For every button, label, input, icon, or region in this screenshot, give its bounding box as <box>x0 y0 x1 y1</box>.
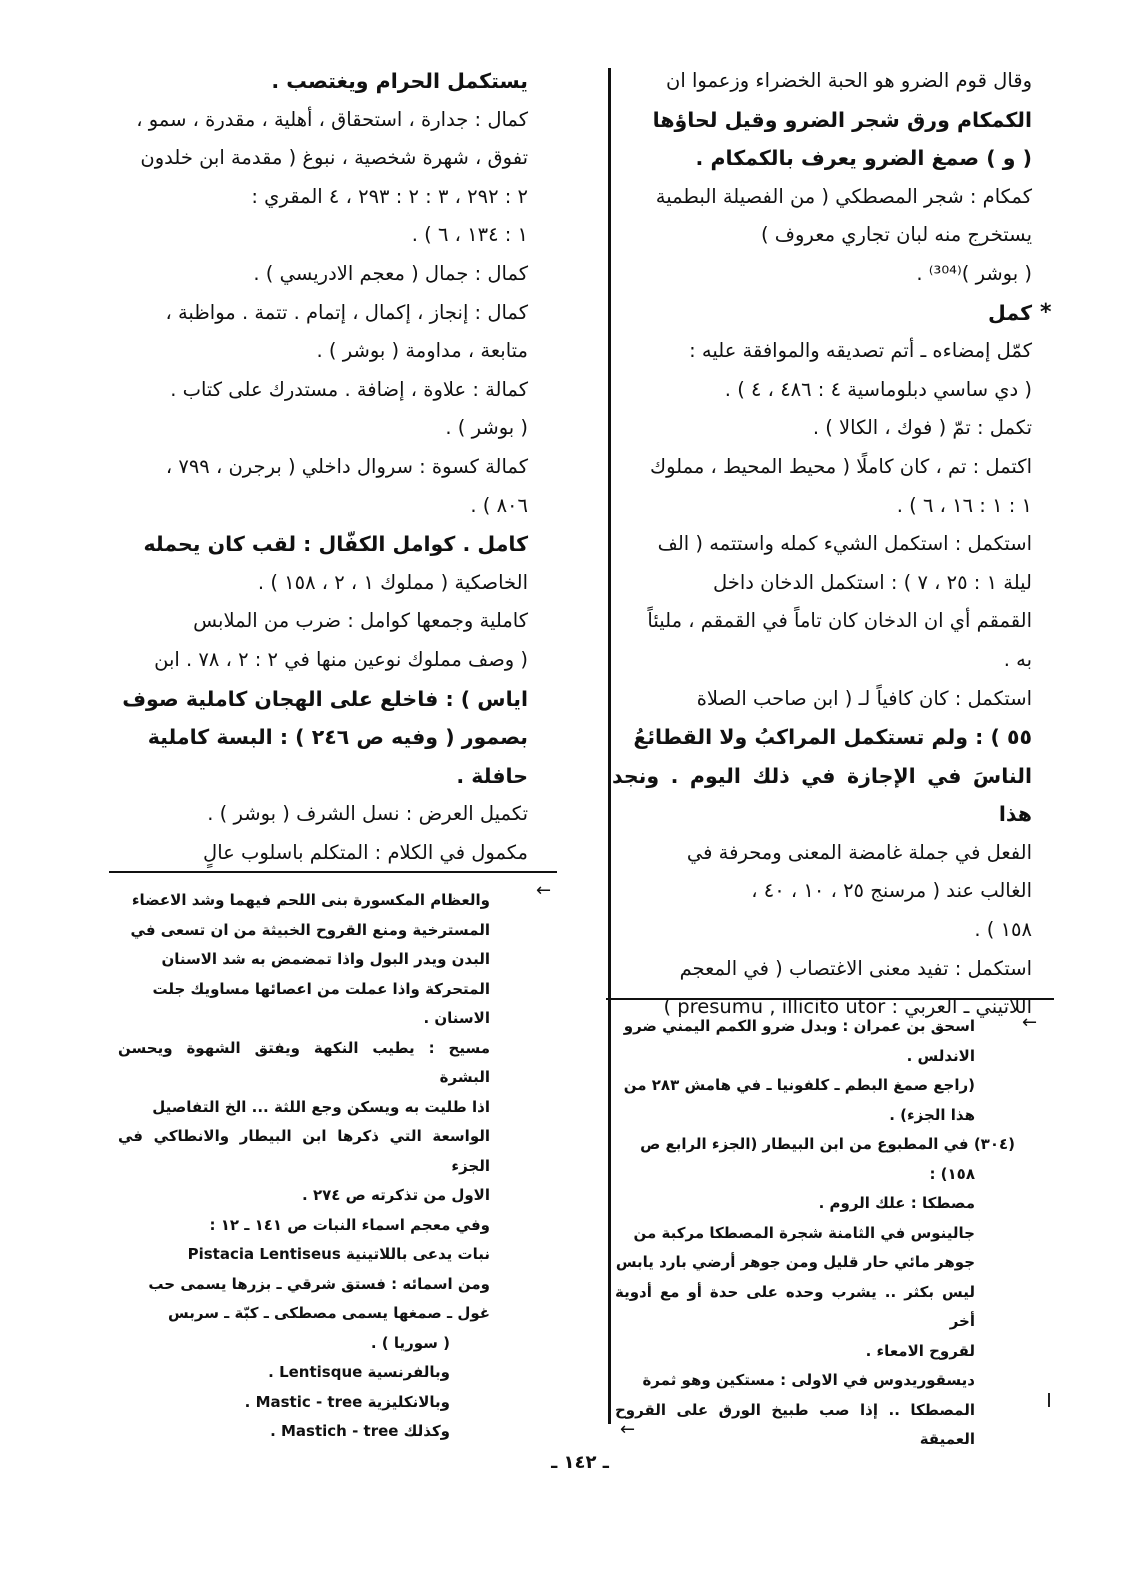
text-line: ( بوشر ) . <box>445 416 528 440</box>
text-line: ١ : ١٣٤ ، ٦ ) . <box>411 223 528 247</box>
text-line: ١ : ١ : ١٦ ، ٦ ) . <box>896 493 1032 517</box>
text-line: ( وصف مملوك نوعين منها في ٢ : ٢ ، ٧٨ . ابن <box>154 647 528 671</box>
footnote-line: جالينوس في الثامنة شجرة المصطكا مركبة من <box>633 1223 975 1242</box>
text-line: ( بوشر )⁽³⁰⁴⁾ . <box>916 261 1032 285</box>
text-line: اكتمل : تم ، كان كاملًا ( محيط المحيط ، مملوك <box>650 454 1032 478</box>
right-column <box>612 62 1032 1027</box>
text-line: كمال : إنجاز ، إكمال ، إتمام . تتمة . مواظبة ، <box>165 300 528 324</box>
continuation-arrow: ← <box>620 1419 636 1440</box>
text-line: كمالة كسوة : سروال داخلي ( برجرن ، ٧٩٩ ، <box>165 454 528 478</box>
text-line: مكمول في الكلام : المتكلم باسلوب عالٍ <box>203 840 528 864</box>
text-line: كمّل إمضاءه ـ أتم تصديقه والموافقة عليه : <box>689 339 1032 363</box>
text-line: القمقم أي ان الدخان كان تاماً في القمقم ، مليئاً <box>647 609 1032 633</box>
text-line: متابعة ، مداومة ( بوشر ) . <box>316 339 528 363</box>
text-line: كاملية وجمعها كوامل : ضرب من الملابس <box>193 609 528 633</box>
footnote-line: الاندلس . <box>906 1046 975 1065</box>
footnote-line: ومن اسمائه : فستق شرقي ـ بزرها يسمى حب <box>148 1274 490 1293</box>
text-line: به . <box>1003 647 1032 671</box>
footnote-line: الاسنان . <box>423 1009 490 1027</box>
text-line: كمال : جمال ( معجم الادريسي ) . <box>253 261 528 285</box>
footnotes-left <box>118 886 490 1447</box>
footnote-arrow-left: ← <box>536 880 552 901</box>
text-line: الخاصكية ( مملوك ١ ، ٢ ، ١٥٨ ) . <box>257 570 528 594</box>
text-line: ٥٥ ) : ولم تستكمل المراكبُ ولا القطائعُ <box>633 725 1032 750</box>
text-line: تكمل : تمّ ( فوك ، الكالا ) . <box>812 416 1032 440</box>
footnote-line: وفي معجم اسماء النبات ص ١٤١ ـ ١٢ : <box>209 1215 490 1234</box>
text-line: ( و ) صمغ الضرو يعرف بالكمكام . <box>695 146 1032 171</box>
text-line: اللاتيني ـ العربي : presumu , illicito utor ) <box>663 995 1032 1019</box>
entry-heading: كمل <box>988 300 1032 325</box>
text-line: ٢ : ٢٩٢ ، ٣ : ٢ : ٢٩٣ ، ٤ المقري : <box>251 184 528 208</box>
text-line: ٨٠٦ ) . <box>470 493 528 517</box>
text-line: استكمل : كان كافياً لـ ( ابن صاحب الصلاة <box>696 686 1032 710</box>
text-line: كامل . كوامل الكفّال : لقب كان يحمله <box>143 532 528 557</box>
text-line: الغالب عند ( مرسنج ٢٥ ، ١٠ ، ٤٠ ، <box>751 879 1032 903</box>
text-line: الناسَ في الإجازة في ذلك اليوم . ونجد هذا <box>612 763 1032 827</box>
footnote-line: هذا الجزء) . <box>889 1105 975 1124</box>
text-line: يستكمل الحرام ويغتصب . <box>271 69 528 93</box>
footnote-line: وبالفرنسية Lentisque . <box>268 1363 450 1381</box>
text-line: تفوق ، شهرة شخصية ، نبوغ ( مقدمة ابن خلدون <box>140 146 528 170</box>
footnote-line: المصطكا .. إذا صب طبيخ الورق على القروح العميقة <box>615 1400 975 1448</box>
footnote-line: (راجع صمغ البطم ـ كلفونيا ـ في هامش ٢٨٣ من <box>623 1076 975 1094</box>
text-line: ليلة ١ : ٢٥ ، ٧ ) : استكمل الدخان داخل <box>713 570 1032 594</box>
margin-mark <box>1048 1393 1050 1407</box>
text-line: كمكام : شجر المصطكي ( من الفصيلة البطمية <box>655 184 1032 208</box>
text-line: تكميل العرض : نسل الشرف ( بوشر ) . <box>207 802 528 826</box>
text-line: الكمكام ورق شجر الضرو وقيل لحاؤها <box>652 107 1032 132</box>
footnote-line: والعظام المكسورة بنى اللحم فيهما وشد الاعضاء <box>131 891 490 909</box>
footnote-line: الواسعة التي ذكرها ابن البيطار والانطاكي في الجزء <box>118 1127 490 1175</box>
footnote-line: اذا طليت به ويسكن وجع اللثة ... الخ التفاصيل <box>152 1097 490 1116</box>
footnote-line: غول ـ صمغها يسمى مصطكى ـ كبّة ـ سربس <box>168 1304 490 1322</box>
text-line: بصمور ( وفيه ص ٢٤٦ ) : البسة كاملية <box>147 725 528 750</box>
footnote-line: ديسقوريدوس في الاولى : مستكين وهو ثمرة <box>642 1371 975 1389</box>
footnote-line: مسيح : يطيب النكهة ويفتق الشهوة ويحسن البشرة <box>118 1038 490 1086</box>
text-line: الفعل في جملة غامضة المعنى ومحرفة في <box>686 840 1032 864</box>
footnote-line: اسحق بن عمران : وبدل ضرو الكمم اليمني ضرو <box>623 1017 975 1035</box>
footnote-line: ( سوريا ) . <box>370 1333 450 1352</box>
text-line: اياس ) : فاخلع على الهجان كاملية صوف <box>122 686 528 711</box>
left-column <box>118 62 528 872</box>
footnotes-right <box>615 1012 1015 1455</box>
footnote-line: وبالانكليزية Mastic - tree . <box>244 1392 450 1411</box>
text-line: حافلة . <box>456 763 528 788</box>
text-line: يستخرج منه لبان تجاري معروف ) <box>761 223 1032 247</box>
text-line: استكمل : تفيد معنى الاغتصاب ( في المعجم <box>679 956 1032 980</box>
footnote-line: ١٥٨) : <box>929 1164 975 1183</box>
text-line: ١٥٨ ) . <box>974 918 1032 942</box>
text-line: وقال قوم الضرو هو الحبة الخضراء وزعموا ان <box>666 69 1032 92</box>
text-line: استكمل : استكمل الشيء كمله واستتمه ( الف <box>657 532 1032 556</box>
footnote-line: نبات يدعى باللاتينية Pistacia Lentiseus <box>187 1245 490 1263</box>
text-line: كمالة : علاوة ، إضافة . مستدرك على كتاب . <box>170 377 528 401</box>
text-line: ( دي ساسي دبلوماسية ٤ : ٤٨٦ ، ٤ ) . <box>724 377 1032 401</box>
footnote-line: لقروح الامعاء . <box>865 1341 975 1360</box>
footnote-line: البدن ويدر البول واذا تمضمض به شد الاسنان <box>161 950 490 968</box>
footnote-arrow-right: ← <box>1022 1012 1038 1033</box>
footnote-line: ليس بكثر .. يشرب وحده على حدة أو مع أدوية أخر <box>615 1282 975 1330</box>
page-number: ـ ١٤٢ ـ <box>551 1452 609 1473</box>
footnote-line: المتحركة واذا عملت من اعصائها مساويك جلت <box>152 979 490 998</box>
asterisk-marker: * <box>1040 300 1052 325</box>
text-line: كمال : جدارة ، استحقاق ، أهلية ، مقدرة ، سمو ، <box>136 107 528 131</box>
footnote-line: وكذلك Mastich - tree . <box>270 1422 450 1440</box>
footnote-line: الاول من تذكرته ص ٢٧٤ . <box>302 1186 490 1204</box>
footnote-line: (٣٠٤) في المطبوع من ابن البيطار (الجزء الرابع ص <box>640 1135 1015 1153</box>
footnote-line: جوهر مائي حار قليل ومن جوهر أرضي بارد يابس <box>615 1253 975 1271</box>
column-divider <box>608 68 611 1424</box>
footnote-line: مصطكا : علك الروم . <box>818 1194 975 1212</box>
footnote-line: المسترخية ومنع القروح الخبيثة من ان تسعى في <box>130 920 490 939</box>
